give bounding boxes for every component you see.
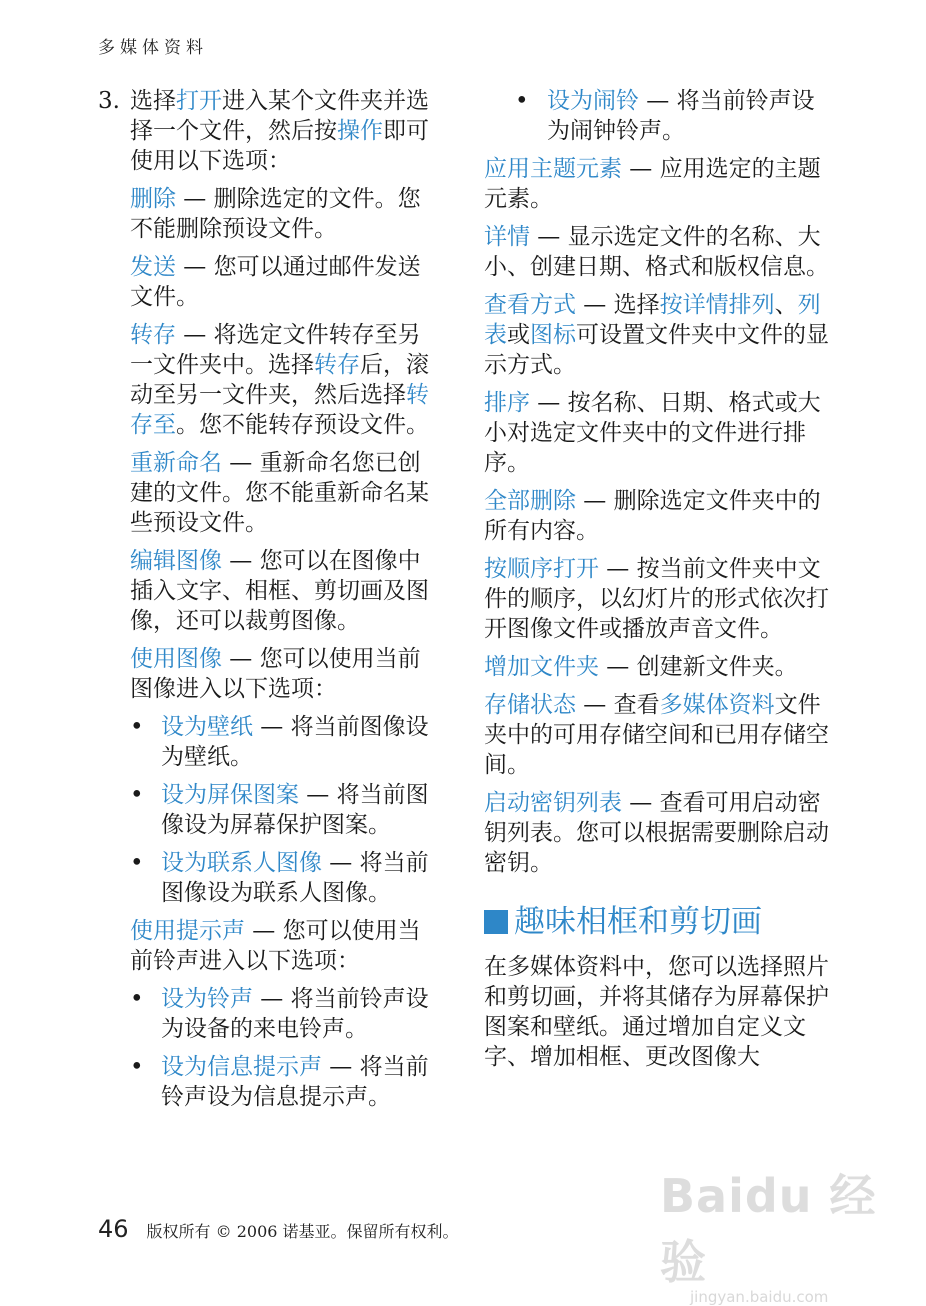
option-use-tone: [98, 916, 443, 976]
option-term: 转存: [314, 352, 360, 378]
option-open-sequence: [484, 554, 834, 644]
option-delete-all: [484, 486, 834, 546]
bullet-icon: •: [130, 850, 144, 876]
option-term: 查看方式: [484, 292, 576, 318]
option-desc: 后，滚动至另一文件夹，然后选择: [130, 352, 429, 408]
option-desc: — 将当前图像设为联系人图像。: [161, 850, 429, 906]
bullet-icon: •: [515, 88, 529, 114]
left-column: [98, 86, 443, 1120]
page-footer: [98, 1215, 459, 1243]
watermark-brand: Baidu 经验: [660, 1169, 877, 1289]
option-term: 设为屏保图案: [161, 782, 299, 808]
option-add-folder: [484, 652, 834, 682]
option-desc: — 您可以在图像中插入文字、相框、剪切画及图像，还可以裁剪图像。: [130, 548, 429, 634]
option-term: 重新命名: [130, 450, 222, 476]
option-term: 按详情排列: [659, 292, 775, 318]
option-sort: [484, 388, 834, 478]
page-header-title: 多媒体资料: [98, 38, 208, 58]
copyright-text: 版权所有 © 2006 诺基亚。保留所有权利。: [146, 1222, 459, 1241]
option-term: 应用主题元素: [484, 156, 622, 182]
option-term: 列表: [484, 292, 821, 348]
option-term: 设为闹铃: [547, 88, 639, 114]
option-rename: [98, 448, 443, 538]
option-term: 使用图像: [130, 646, 222, 672]
option-desc: 可设置文件夹中文件的显示方式。: [484, 322, 829, 378]
option-term: 设为壁纸: [161, 714, 253, 740]
option-details: [484, 222, 834, 282]
bullet-icon: •: [130, 986, 144, 1012]
option-desc: 文件夹中的可用存储空间和已用存储空间。: [484, 692, 829, 778]
option-desc: — 选择: [576, 292, 660, 318]
option-term: 全部删除: [484, 488, 576, 514]
option-desc: 。您不能转存预设文件。: [176, 412, 429, 438]
bullet-item: [98, 1052, 443, 1112]
section-heading: [484, 904, 834, 940]
option-desc: — 将当前铃声设为闹钟铃声。: [547, 88, 815, 144]
option-desc: 、: [774, 292, 798, 318]
option-term: 设为联系人图像: [161, 850, 322, 876]
open-term: 打开: [176, 88, 222, 114]
option-desc: — 查看: [576, 692, 660, 718]
option-delete: [98, 184, 443, 244]
option-desc: — 删除选定的文件。您不能删除预设文件。: [130, 186, 421, 242]
bullet-item: [98, 984, 443, 1044]
section-title: 趣味相框和剪切画: [514, 904, 762, 940]
option-term: 删除: [130, 186, 176, 212]
option-desc: — 您可以通过邮件发送文件。: [130, 254, 421, 310]
option-storage: [484, 690, 834, 780]
option-term: 多媒体资料: [659, 692, 775, 718]
square-bullet-icon: [484, 910, 508, 934]
option-term: 按顺序打开: [484, 556, 599, 582]
option-view-mode: [484, 290, 834, 380]
option-term: 增加文件夹: [484, 654, 599, 680]
option-term: 设为信息提示声: [161, 1054, 322, 1080]
step-number: 3.: [98, 88, 120, 114]
option-term: 详情: [484, 224, 530, 250]
step-text: 即可使用以下选项：: [130, 118, 429, 174]
step-text: 选择: [130, 88, 176, 114]
option-desc: — 将当前铃声设为设备的来电铃声。: [161, 986, 429, 1042]
bullet-icon: •: [130, 714, 144, 740]
option-term: 设为铃声: [161, 986, 253, 1012]
option-term: 存储状态: [484, 692, 576, 718]
option-term: 转存至: [130, 382, 429, 438]
step-text: 进入某个文件夹并选择一个文件，然后按: [130, 88, 429, 144]
option-desc: — 查看可用启动密钥列表。您可以根据需要删除启动密钥。: [484, 790, 829, 876]
option-desc: — 您可以使用当前铃声进入以下选项：: [130, 918, 421, 974]
option-desc: — 删除选定文件夹中的所有内容。: [484, 488, 821, 544]
bullet-icon: •: [130, 782, 144, 808]
options-term: 操作: [337, 118, 383, 144]
option-desc: — 将当前铃声设为信息提示声。: [161, 1054, 429, 1110]
option-edit-image: [98, 546, 443, 636]
option-desc: — 将当前图像设为屏幕保护图案。: [161, 782, 429, 838]
option-term: 排序: [484, 390, 530, 416]
option-term: 发送: [130, 254, 176, 280]
option-term: 启动密钥列表: [484, 790, 622, 816]
option-desc: — 按当前文件夹中文件的顺序，以幻灯片的形式依次打开图像文件或播放声音文件。: [484, 556, 829, 642]
option-desc: — 创建新文件夹。: [599, 654, 798, 680]
bullet-item: [98, 712, 443, 772]
option-desc: — 显示选定文件的名称、大小、创建日期、格式和版权信息。: [484, 224, 829, 280]
baidu-watermark: [660, 1160, 890, 1306]
option-desc: — 您可以使用当前图像进入以下选项：: [130, 646, 421, 702]
option-term: 使用提示声: [130, 918, 245, 944]
option-term: 图标: [530, 322, 576, 348]
option-apply-theme: [484, 154, 834, 214]
option-send: [98, 252, 443, 312]
option-term: 编辑图像: [130, 548, 222, 574]
option-desc: — 将当前图像设为壁纸。: [161, 714, 429, 770]
right-column: [484, 86, 834, 1072]
option-term: 转存: [130, 322, 176, 348]
option-move: [98, 320, 443, 440]
bullet-icon: •: [130, 1054, 144, 1080]
option-desc: — 应用选定的主题元素。: [484, 156, 821, 212]
option-desc: — 按名称、日期、格式或大小对选定文件夹中的文件进行排序。: [484, 390, 821, 476]
page-number: 46: [98, 1215, 129, 1243]
option-use-image: [98, 644, 443, 704]
bullet-item: [98, 780, 443, 840]
option-desc: 或: [507, 322, 530, 348]
section-body: 在多媒体资料中，您可以选择照片和剪切画，并将其储存为屏幕保护图案和壁纸。通过增加自定义文字、增加相框、更改图像大: [484, 954, 829, 1070]
option-desc: — 将选定文件转存至另一文件夹中。选择: [130, 322, 421, 378]
step-3: [98, 86, 443, 176]
bullet-item: [98, 848, 443, 908]
watermark-url: jingyan.baidu.com: [690, 1288, 829, 1306]
bullet-item: [484, 86, 834, 146]
option-activation-keys: [484, 788, 834, 878]
option-desc: — 重新命名您已创建的文件。您不能重新命名某些预设文件。: [130, 450, 429, 536]
